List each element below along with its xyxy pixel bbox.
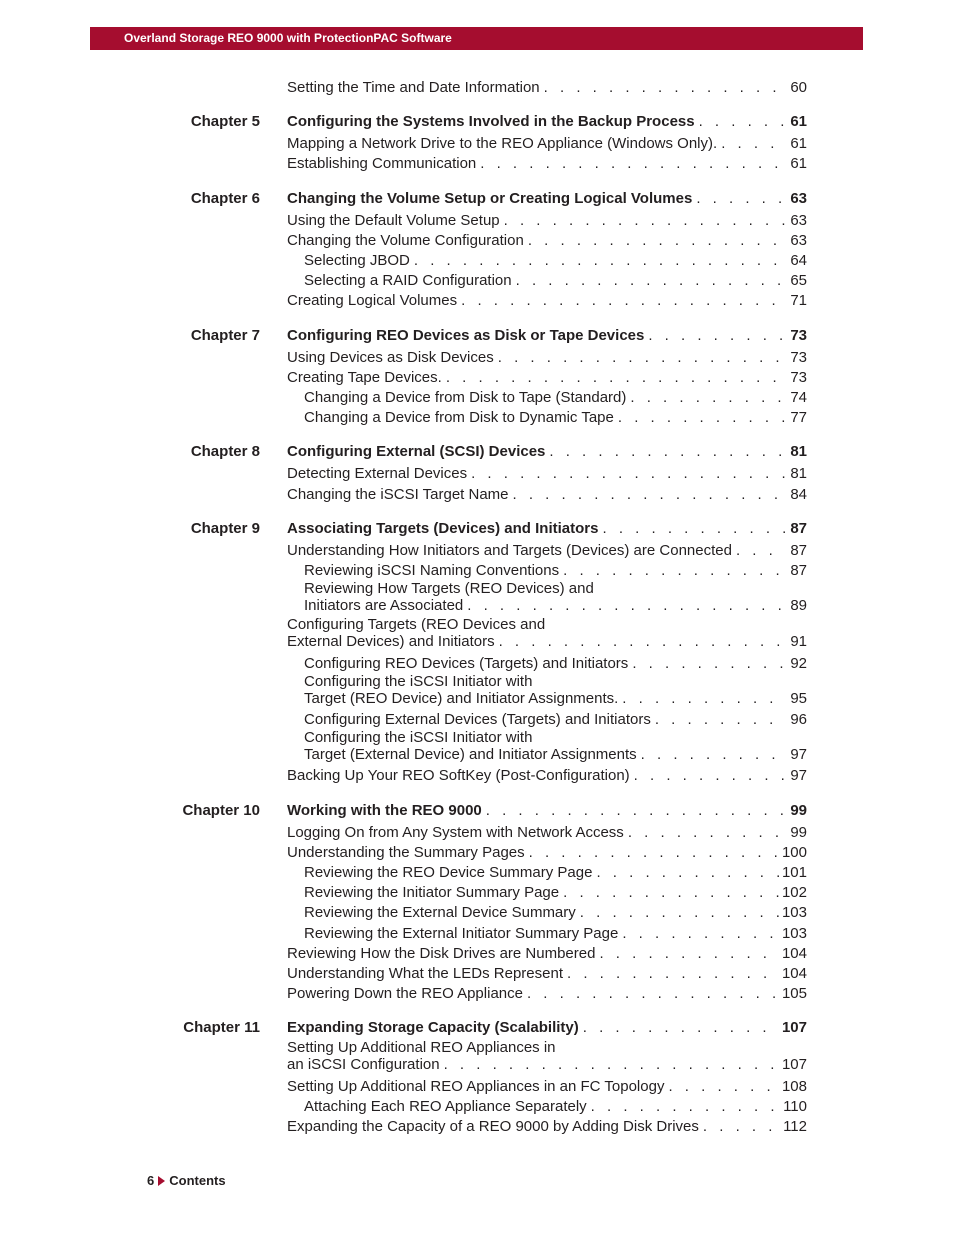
toc-entry-title: Changing a Device from Disk to Tape (Standard) bbox=[304, 389, 627, 406]
toc-entry[interactable] bbox=[304, 883, 807, 903]
toc-entry-title: Target (External Device) and Initiator Assignments bbox=[304, 746, 637, 764]
toc-page-number: 61 bbox=[790, 155, 807, 173]
toc-page-number: 97 bbox=[790, 767, 807, 785]
dot-leader bbox=[668, 1077, 780, 1097]
toc-entry[interactable] bbox=[287, 348, 807, 368]
toc-entry-title-line1: Configuring the iSCSI Initiator with bbox=[304, 729, 533, 747]
toc-page-number: 101 bbox=[781, 864, 807, 881]
dot-leader bbox=[567, 964, 780, 984]
dot-leader bbox=[721, 134, 785, 154]
toc-entry-title: Reviewing the Initiator Summary Page bbox=[304, 884, 560, 902]
toc-page-number: 63 bbox=[790, 211, 807, 229]
dot-leader bbox=[446, 368, 785, 388]
toc-entry-title: Target (REO Device) and Initiator Assignments. bbox=[304, 689, 619, 707]
dot-leader bbox=[596, 863, 780, 883]
toc-page-number: 87 bbox=[790, 519, 807, 537]
toc-page-number: 107 bbox=[781, 1056, 807, 1074]
toc-entry-title: Using Devices as Disk Devices bbox=[287, 348, 494, 366]
toc-entry-title: Reviewing How the Disk Drives are Numbered bbox=[287, 944, 596, 962]
toc-entry-title: Backing Up Your REO SoftKey (Post-Configuration) bbox=[287, 767, 630, 785]
toc-entry-title: an iSCSI Configuration bbox=[287, 1056, 440, 1074]
toc-entry[interactable] bbox=[287, 485, 807, 505]
dot-leader bbox=[634, 766, 785, 786]
toc-page-number: 77 bbox=[790, 409, 807, 427]
toc-entry[interactable] bbox=[287, 823, 807, 843]
toc-page-number: 107 bbox=[781, 1019, 807, 1037]
toc-page-number: 81 bbox=[790, 465, 807, 483]
toc-entry[interactable] bbox=[304, 924, 807, 944]
toc-entry-title: Changing a Device from Disk to Dynamic Tape bbox=[304, 409, 614, 427]
toc-page-number: 87 bbox=[790, 562, 807, 579]
toc-page-number: 73 bbox=[790, 368, 807, 386]
toc-chapter-entry[interactable] bbox=[287, 112, 807, 132]
toc-entry-title: Setting Up Additional REO Appliances in an FC Topology bbox=[287, 1077, 665, 1095]
toc-entry[interactable] bbox=[304, 581, 807, 617]
toc-page-number: 71 bbox=[790, 292, 807, 310]
toc-page-number: 112 bbox=[783, 1118, 807, 1135]
toc-entry-title: Changing the iSCSI Target Name bbox=[287, 485, 509, 503]
dot-leader bbox=[602, 519, 785, 539]
dot-leader bbox=[632, 654, 785, 674]
toc-entry[interactable] bbox=[304, 388, 807, 408]
toc-page-number: 87 bbox=[790, 541, 807, 559]
toc-page-number: 99 bbox=[790, 823, 807, 841]
toc-entry-title: Reviewing the External Initiator Summary Page bbox=[304, 924, 619, 942]
header-bar bbox=[90, 27, 863, 50]
toc-entry[interactable] bbox=[304, 654, 807, 674]
toc-page-number: 73 bbox=[790, 326, 807, 344]
toc-entry-title: Reviewing the REO Device Summary Page bbox=[304, 864, 593, 881]
toc-chapter-entry[interactable] bbox=[287, 442, 807, 462]
dot-leader bbox=[630, 388, 785, 408]
toc-page-number: 91 bbox=[790, 633, 807, 651]
toc-entry[interactable] bbox=[287, 154, 807, 174]
toc-entry-title: Understanding the Summary Pages bbox=[287, 843, 525, 861]
toc-entry[interactable] bbox=[287, 78, 807, 98]
toc-entry-title: Expanding the Capacity of a REO 9000 by Adding Disk Drives bbox=[287, 1118, 699, 1135]
toc-page-number: 96 bbox=[790, 711, 807, 728]
page-footer bbox=[147, 1172, 226, 1190]
toc-entry[interactable] bbox=[304, 674, 807, 710]
toc-chapter-entry[interactable] bbox=[287, 189, 807, 209]
toc-page-number: 105 bbox=[781, 985, 807, 1003]
toc-entry-title: Associating Targets (Devices) and Initiators bbox=[287, 519, 599, 537]
toc-entry[interactable] bbox=[287, 464, 807, 484]
toc-entry-title-line1: Setting Up Additional REO Appliances in bbox=[287, 1039, 556, 1057]
dot-leader bbox=[618, 408, 785, 428]
dot-leader bbox=[549, 442, 785, 462]
toc-entry[interactable] bbox=[287, 1117, 807, 1137]
toc-entry[interactable] bbox=[287, 1040, 807, 1076]
footer-page-number: 6 bbox=[147, 1173, 155, 1188]
toc-entry[interactable] bbox=[287, 231, 807, 251]
triangle-right-icon bbox=[158, 1176, 165, 1186]
toc-entry[interactable] bbox=[287, 984, 807, 1004]
toc-page-number: 95 bbox=[790, 689, 807, 707]
toc-entry-title: Reviewing iSCSI Naming Conventions bbox=[304, 562, 560, 579]
dot-leader bbox=[480, 154, 785, 174]
toc-entry[interactable] bbox=[304, 863, 807, 883]
toc-entry-title: Setting the Time and Date Information bbox=[287, 79, 540, 96]
toc-entry[interactable] bbox=[287, 766, 807, 786]
toc-page-number: 97 bbox=[790, 746, 807, 764]
toc-entry[interactable] bbox=[287, 368, 807, 388]
toc-entry[interactable] bbox=[304, 730, 807, 766]
chapter-label: Chapter 10 bbox=[182, 801, 260, 819]
toc-page-number: 73 bbox=[790, 348, 807, 366]
chapter-label: Chapter 5 bbox=[190, 113, 260, 131]
dot-leader bbox=[467, 596, 785, 616]
toc-entry-title: Creating Logical Volumes bbox=[287, 292, 458, 310]
toc-entry-title: Changing the Volume Configuration bbox=[287, 231, 524, 249]
toc-chapter-entry[interactable] bbox=[287, 801, 807, 821]
toc-page-number: 110 bbox=[783, 1097, 807, 1115]
toc-entry[interactable] bbox=[304, 903, 807, 923]
toc-page-number: 63 bbox=[790, 231, 807, 249]
toc-entry[interactable] bbox=[287, 291, 807, 311]
toc-page-number: 92 bbox=[790, 654, 807, 672]
toc-entry-title: Creating Tape Devices. bbox=[287, 368, 442, 386]
chapter-label: Chapter 9 bbox=[190, 519, 260, 537]
toc-entry[interactable] bbox=[287, 134, 807, 154]
chapter-label: Chapter 8 bbox=[190, 443, 260, 461]
toc-entry-title: Powering Down the REO Appliance bbox=[287, 985, 523, 1003]
toc-page-number: 103 bbox=[781, 924, 807, 942]
toc-entry-title: Configuring REO Devices (Targets) and Initiators bbox=[304, 654, 629, 672]
dot-leader bbox=[622, 689, 785, 709]
toc-page-number: 84 bbox=[790, 485, 807, 503]
toc-entry-title: Selecting a RAID Configuration bbox=[304, 272, 512, 290]
toc-entry[interactable] bbox=[287, 541, 807, 561]
toc-entry-title: Configuring REO Devices as Disk or Tape Devices bbox=[287, 326, 645, 344]
toc-page-number: 64 bbox=[790, 252, 807, 269]
chapter-label: Chapter 6 bbox=[190, 189, 260, 207]
toc-entry-title-line1: Reviewing How Targets (REO Devices) and bbox=[304, 580, 594, 598]
toc-entry-title: Understanding What the LEDs Represent bbox=[287, 965, 563, 982]
toc-entry[interactable] bbox=[304, 1097, 807, 1117]
dot-leader bbox=[703, 1117, 781, 1137]
dot-leader bbox=[513, 485, 785, 505]
toc-entry-title: Logging On from Any System with Network Access bbox=[287, 823, 624, 841]
toc-entry[interactable] bbox=[287, 964, 807, 984]
dot-leader bbox=[444, 1055, 780, 1075]
dot-leader bbox=[655, 710, 785, 730]
dot-leader bbox=[641, 745, 785, 765]
toc-page-number: 102 bbox=[781, 884, 807, 902]
toc-page-number: 99 bbox=[790, 801, 807, 819]
toc-entry[interactable] bbox=[287, 843, 807, 863]
toc-page-number: 61 bbox=[790, 135, 807, 153]
toc-page-number: 60 bbox=[790, 79, 807, 96]
toc-entry[interactable] bbox=[304, 408, 807, 428]
toc-entry-title: Reviewing the External Device Summary bbox=[304, 904, 576, 922]
chapter-label: Chapter 7 bbox=[190, 326, 260, 344]
dot-leader bbox=[471, 464, 785, 484]
dot-leader bbox=[499, 632, 785, 652]
toc-chapter-entry[interactable] bbox=[287, 326, 807, 346]
dot-leader bbox=[498, 348, 785, 368]
toc-page-number: 100 bbox=[781, 843, 807, 861]
toc-page-number: 63 bbox=[790, 189, 807, 207]
dot-leader bbox=[648, 326, 785, 346]
dot-leader bbox=[580, 903, 780, 923]
running-header-title: Overland Storage REO 9000 with ProtectionPAC Software bbox=[124, 31, 452, 45]
toc-chapter-entry[interactable] bbox=[287, 1018, 807, 1038]
dot-leader bbox=[628, 823, 785, 843]
toc-entry-title-line1: Configuring the iSCSI Initiator with bbox=[304, 672, 533, 690]
toc-entry-title: Detecting External Devices bbox=[287, 465, 468, 483]
toc-entry-title: Working with the REO 9000 bbox=[287, 801, 482, 819]
toc-entry[interactable] bbox=[287, 944, 807, 964]
dot-leader bbox=[528, 231, 785, 251]
toc-entry-title: Configuring the Systems Involved in the Backup Process bbox=[287, 113, 695, 131]
toc-entry-title: Mapping a Network Drive to the REO Appliance (Windows Only). bbox=[287, 135, 718, 153]
dot-leader bbox=[591, 1097, 781, 1117]
toc-entry[interactable] bbox=[287, 617, 807, 653]
toc-entry[interactable] bbox=[304, 561, 807, 581]
toc-page-number: 104 bbox=[781, 965, 807, 982]
toc-entry-title: Selecting JBOD bbox=[304, 252, 410, 269]
toc-chapter-entry[interactable] bbox=[287, 519, 807, 539]
dot-leader bbox=[736, 541, 785, 561]
toc-page-number: 61 bbox=[790, 113, 807, 131]
toc-entry-title: Establishing Communication bbox=[287, 155, 477, 173]
dot-leader bbox=[529, 843, 780, 863]
dot-leader bbox=[461, 291, 785, 311]
toc-entry-title: Configuring External Devices (Targets) and Initiators bbox=[304, 711, 651, 728]
toc-page-number: 103 bbox=[781, 904, 807, 922]
toc-entry-title: Expanding Storage Capacity (Scalability) bbox=[287, 1019, 579, 1037]
footer-section: Contents bbox=[169, 1173, 226, 1188]
toc-entry[interactable] bbox=[304, 710, 807, 730]
dot-leader bbox=[699, 112, 785, 132]
toc-page-number: 65 bbox=[790, 272, 807, 290]
toc-page-number: 89 bbox=[790, 597, 807, 615]
toc-page-number: 104 bbox=[781, 944, 807, 962]
toc-entry[interactable] bbox=[304, 251, 807, 271]
toc-page-number: 74 bbox=[790, 389, 807, 406]
dot-leader bbox=[622, 924, 780, 944]
toc-entry[interactable] bbox=[304, 271, 807, 291]
dot-leader bbox=[486, 801, 785, 821]
dot-leader bbox=[563, 561, 785, 581]
chapter-label: Chapter 11 bbox=[183, 1019, 260, 1037]
toc-page-number: 108 bbox=[781, 1077, 807, 1095]
toc-page-number: 81 bbox=[790, 443, 807, 461]
toc-entry[interactable] bbox=[287, 211, 807, 231]
toc-entry-title: Attaching Each REO Appliance Separately bbox=[304, 1097, 587, 1115]
toc-entry-title: Using the Default Volume Setup bbox=[287, 211, 500, 229]
toc-entry-title: Changing the Volume Setup or Creating Logical Volumes bbox=[287, 189, 693, 207]
toc-entry-title: Understanding How Initiators and Targets (Devices) are Connected bbox=[287, 541, 732, 559]
dot-leader bbox=[583, 1018, 780, 1038]
dot-leader bbox=[696, 189, 785, 209]
dot-leader bbox=[504, 211, 785, 231]
toc-entry-title: Initiators are Associated bbox=[304, 597, 464, 615]
dot-leader bbox=[544, 78, 785, 98]
toc-entry-title: Configuring External (SCSI) Devices bbox=[287, 443, 546, 461]
toc-entry-title-line1: Configuring Targets (REO Devices and bbox=[287, 616, 546, 634]
dot-leader bbox=[527, 984, 780, 1004]
dot-leader bbox=[516, 271, 785, 291]
toc-entry[interactable] bbox=[287, 1077, 807, 1097]
toc-entry-title: External Devices) and Initiators bbox=[287, 633, 495, 651]
dot-leader bbox=[599, 944, 780, 964]
dot-leader bbox=[563, 883, 780, 903]
dot-leader bbox=[414, 251, 785, 271]
